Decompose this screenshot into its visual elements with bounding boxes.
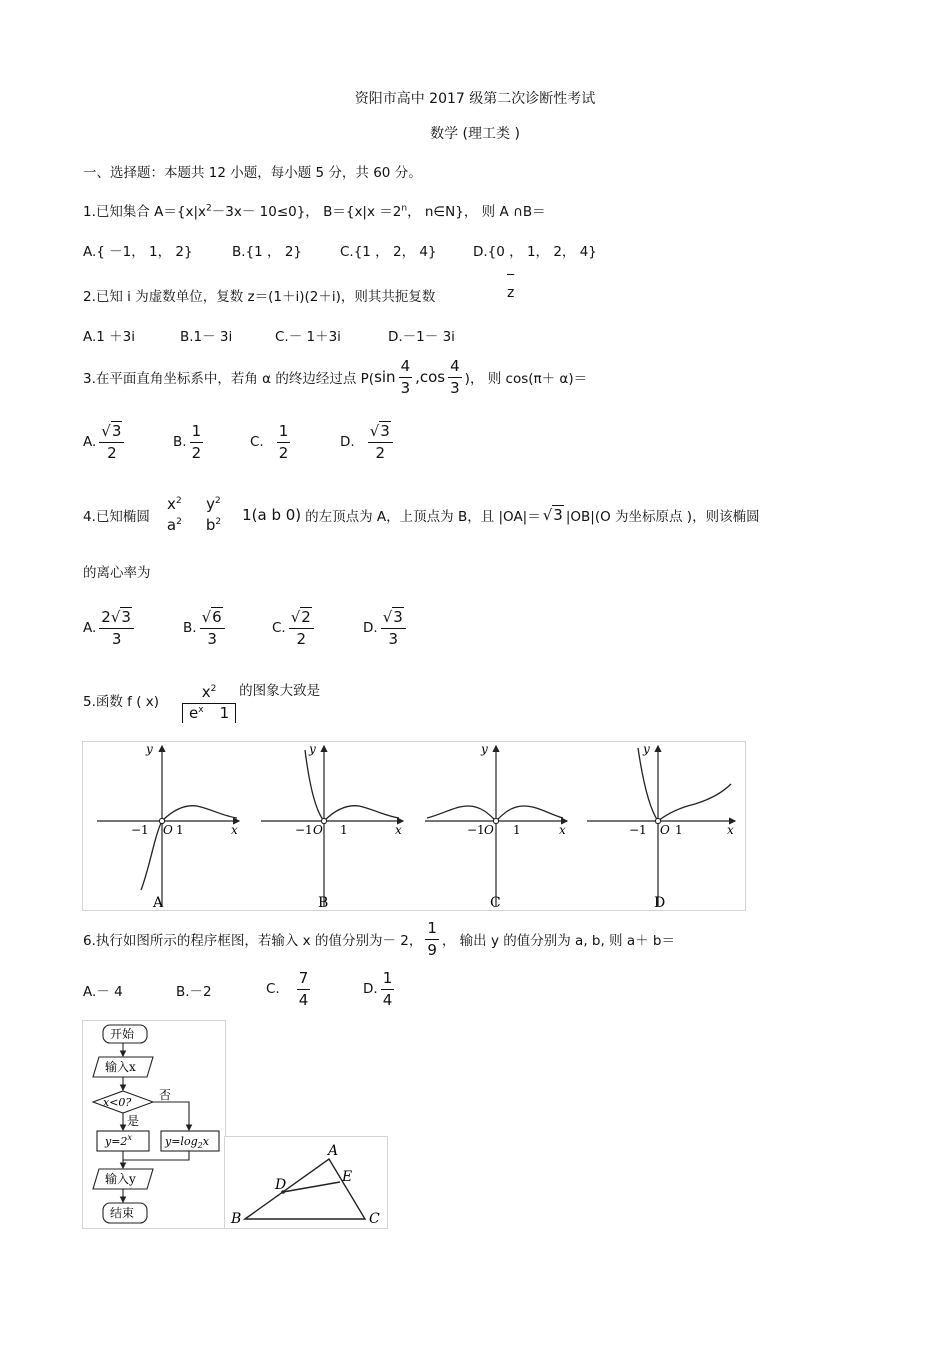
question-4-line2: 的离心率为 <box>83 565 151 581</box>
svg-text:是: 是 <box>127 1114 140 1128</box>
question-2-stem: 2.已知 i 为虚数单位，复数 z＝(1＋i)(2＋i)，则其共扼复数 <box>83 289 436 305</box>
svg-text:x: x <box>559 823 566 837</box>
svg-text:x: x <box>727 823 734 837</box>
question-3-stem: 3.在平面直角坐标系中，若角 α 的终边经过点 P( sin $\frac{4}{3}$ ,cos $\frac{4}{3}$ )， 则 cos(π＋ α)＝ <box>83 356 588 397</box>
function-graphs-figure <box>82 741 746 911</box>
q4-option-b: B. $\frac{√6}{3}$ <box>183 603 228 653</box>
triangle-figure <box>224 1136 388 1229</box>
svg-text:B: B <box>231 1211 242 1227</box>
q4-option-d: D. $\frac{√3}{3}$ <box>363 603 409 653</box>
svg-text:y=2x: $y=2^x$ <box>105 1133 132 1148</box>
q3-option-a: A. $\frac{√3}{2}$ <box>83 418 127 466</box>
q4-option-a: A. $\frac{2√3}{3}$ <box>83 603 137 653</box>
svg-text:y: y <box>643 742 650 756</box>
svg-text:−1: −1 <box>629 823 647 837</box>
triangle-svg <box>225 1137 387 1228</box>
svg-text:C: C <box>490 895 501 910</box>
graph-a <box>97 742 239 910</box>
svg-text:D: D <box>654 895 666 910</box>
svg-text:A: A <box>328 1143 339 1159</box>
svg-text:O: O <box>163 823 173 837</box>
flowchart-figure <box>82 1020 226 1229</box>
svg-text:输入x: 输入x <box>105 1060 136 1074</box>
z-conjugate: ‾ z <box>507 273 515 301</box>
svg-text:C: C <box>369 1211 380 1227</box>
q6-option-d: D. $\frac{1}{4}$ <box>363 968 393 1009</box>
graph-c <box>425 742 567 910</box>
q6-option-a: A.－ 4 <box>83 984 123 1000</box>
svg-text:O: O <box>660 823 670 837</box>
q3-option-b: B. $\frac{1}{2}$ <box>173 421 202 462</box>
svg-text:−1: −1 <box>295 823 313 837</box>
svg-text:x: x <box>395 823 402 837</box>
svg-text:输入y: 输入y <box>105 1172 136 1186</box>
svg-text:1: 1 <box>513 823 521 837</box>
fraction-4-3: $\frac{4}{3}$ <box>400 356 411 397</box>
svg-text:−1: −1 <box>131 823 149 837</box>
question-6-stem: 6.执行如图所示的程序框图，若输入 x 的值分别为－ 2， $\frac{1}{9}$ ， 输出 y 的值分别为 a, b, 则 a＋ b＝ <box>83 918 675 959</box>
question-4-stem: 4.已知椭圆 $x^2$ $a^2$ $y^2$ $b^2$ 1(a b 0) 的左顶点为 A，上顶点为 B，且 |OA|＝ √3 |OB|(O 为坐标原点 )，则该椭圆 <box>83 495 760 534</box>
q1-option-a: A.{ －1， 1， 2} <box>83 244 193 260</box>
fraction-4-3: $\frac{4}{3}$ <box>450 356 460 397</box>
q1-option-b: B.{1 ， 2} <box>232 244 302 260</box>
question-5-stem: 5.函数 f ( x) $\frac{x^2}{e^x 1}$ 的图象大致是 <box>83 683 321 722</box>
q6-option-c: C. $\frac{7}{4}$ <box>266 968 309 1009</box>
svg-text:−1: −1 <box>467 823 485 837</box>
svg-text:y: y <box>309 742 316 756</box>
exam-title: 资阳市高中 2017 级第二次诊断性考试 <box>354 91 596 107</box>
svg-text:O: O <box>484 823 494 837</box>
q2-option-a: A.1 ＋3i <box>83 329 136 345</box>
q1-option-c: C.{1 ， 2， 4} <box>340 244 437 260</box>
fraction-x2-over-abs: $\frac{x^2}{e^x 1}$ <box>182 683 236 723</box>
q6-option-b: B.－2 <box>176 984 212 1000</box>
svg-text:1: 1 <box>176 823 184 837</box>
q3-option-d: D. $\frac{√3}{2}$ <box>340 418 396 466</box>
svg-text:D: D <box>275 1177 287 1193</box>
graph-d <box>587 742 735 910</box>
svg-text:y: y <box>146 742 153 756</box>
q2-option-d: D.－1－ 3i <box>388 329 455 345</box>
svg-text:A: A <box>153 895 164 910</box>
svg-text:y=log2x: $y=\log_2x$ <box>165 1135 209 1150</box>
svg-text:y: y <box>481 742 488 756</box>
svg-text:开始: 开始 <box>110 1027 135 1041</box>
svg-text:1: 1 <box>675 823 683 837</box>
svg-text:O: O <box>313 823 323 837</box>
q2-option-c: C.－ 1＋3i <box>275 329 341 345</box>
question-1-stem: 1.已知集合 $A=\{x|x^2-3x- 10\le 0\}$， $B=\{x|x =2^n$， n∈N}， 则 A ∩B＝ <box>83 203 546 220</box>
svg-text:B: B <box>318 895 329 910</box>
flowchart-svg <box>83 1021 225 1228</box>
exam-subtitle: 数学 (理工类 ) <box>430 126 520 142</box>
graph-b <box>261 742 403 910</box>
fraction-y2-b2: $y^2$ $b^2$ <box>205 495 222 534</box>
q4-option-c: C. $\frac{√2}{2}$ <box>272 603 317 653</box>
svg-text:E: E <box>342 1169 353 1185</box>
q1-option-d: D.{0 ， 1， 2， 4} <box>473 244 597 260</box>
svg-text:1: 1 <box>340 823 348 837</box>
svg-text:x: x <box>231 823 238 837</box>
graphs-svg <box>83 742 745 910</box>
svg-text:否: 否 <box>159 1088 172 1102</box>
section-heading: 一、选择题：本题共 12 小题，每小题 5 分，共 60 分。 <box>83 165 422 181</box>
q3-option-c: C. $\frac{1}{2}$ <box>250 421 289 462</box>
svg-text:结束: 结束 <box>110 1206 135 1220</box>
svg-text:x<0?: x<0? <box>103 1096 132 1109</box>
fraction-1-9: $\frac{1}{9}$ <box>427 918 437 959</box>
q2-option-b: B.1－ 3i <box>180 329 233 345</box>
fraction-x2-a2: $x^2$ $a^2$ <box>166 495 182 534</box>
